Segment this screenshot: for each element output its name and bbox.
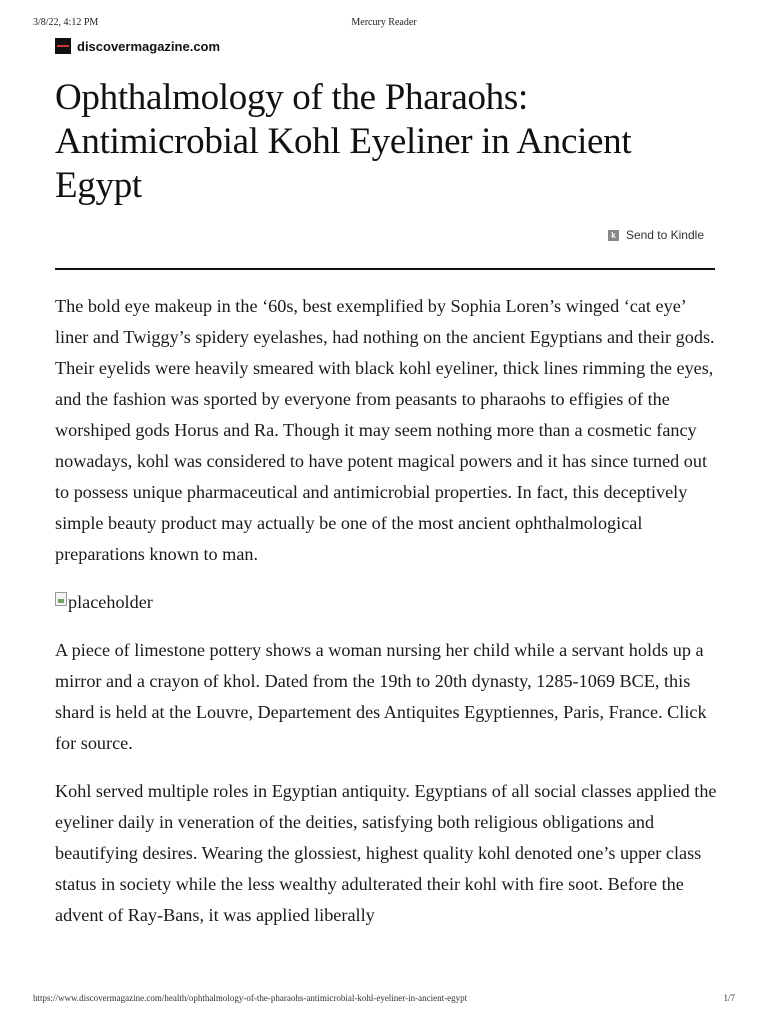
article-paragraph-2: Kohl served multiple roles in Egyptian antiquity. Egyptians of all social classes applied the eyeliner daily in veneration of the deities, satisfying both religious obligations and beautifying desires. Wearing the glossiest, highest quality kohl denoted one’s upper class status in society while the less wealthy adulterated their kohl with fire soot. Before the advent of Ray-Bans, it was applied liberally: [55, 781, 717, 925]
broken-image-icon: [55, 592, 67, 606]
title-divider: [55, 268, 715, 270]
image-alt-text: placeholder: [68, 592, 153, 612]
print-app-title: Mercury Reader: [351, 17, 417, 28]
article-title: Ophthalmology of the Pharaohs: Antimicrobial Kohl Eyeliner in Ancient Egypt: [55, 77, 632, 206]
print-datetime: 3/8/22, 4:12 PM: [33, 17, 99, 28]
site-domain-link[interactable]: discovermagazine.com: [77, 38, 221, 54]
article-body: [55, 291, 717, 948]
print-footer: [33, 993, 735, 1007]
discover-logo-icon: [55, 38, 71, 54]
print-header: [33, 17, 735, 31]
article-image: [55, 587, 717, 618]
send-to-kindle-label: Send to Kindle: [625, 228, 704, 242]
kindle-icon: k: [608, 230, 619, 241]
image-caption: A piece of limestone pottery shows a woman nursing her child while a servant holds up a mirror and a crayon of khol. Dated from the 19th to 20th dynasty, 1285-1069 BCE, this shard is held at the Louvre, Departement des Antiquites Egyptiennes, Paris, France. Click for source.: [55, 640, 707, 753]
page-number: 1/7: [723, 993, 735, 1003]
article-paragraph-1: The bold eye makeup in the ‘60s, best exemplified by Sophia Loren’s winged ‘cat eye’ liner and Twiggy’s spidery eyelashes, had nothing on the ancient Egyptians and their gods. Their eyelids were heavily smeared with black kohl eyeliner, thick lines rimming the eyes, and the fashion was sported by everyone from peasants to pharaohs to effigies of the worshiped gods Horus and Ra. Though it may seem nothing more than a cosmetic fancy nowadays, kohl was considered to have potent magical powers and it has since turned out to possess unique pharmaceutical and antimicrobial properties. In fact, this deceptively simple beauty product may actually be one of the most ancient ophthalmological preparations known to man.: [55, 296, 715, 564]
site-source[interactable]: [55, 36, 220, 56]
print-footer-url: https://www.discovermagazine.com/health/ophthalmology-of-the-pharaohs-antimicrobial-kohl-eyeliner-in-ancient-egypt: [33, 993, 468, 1003]
send-to-kindle-button[interactable]: [608, 228, 704, 242]
